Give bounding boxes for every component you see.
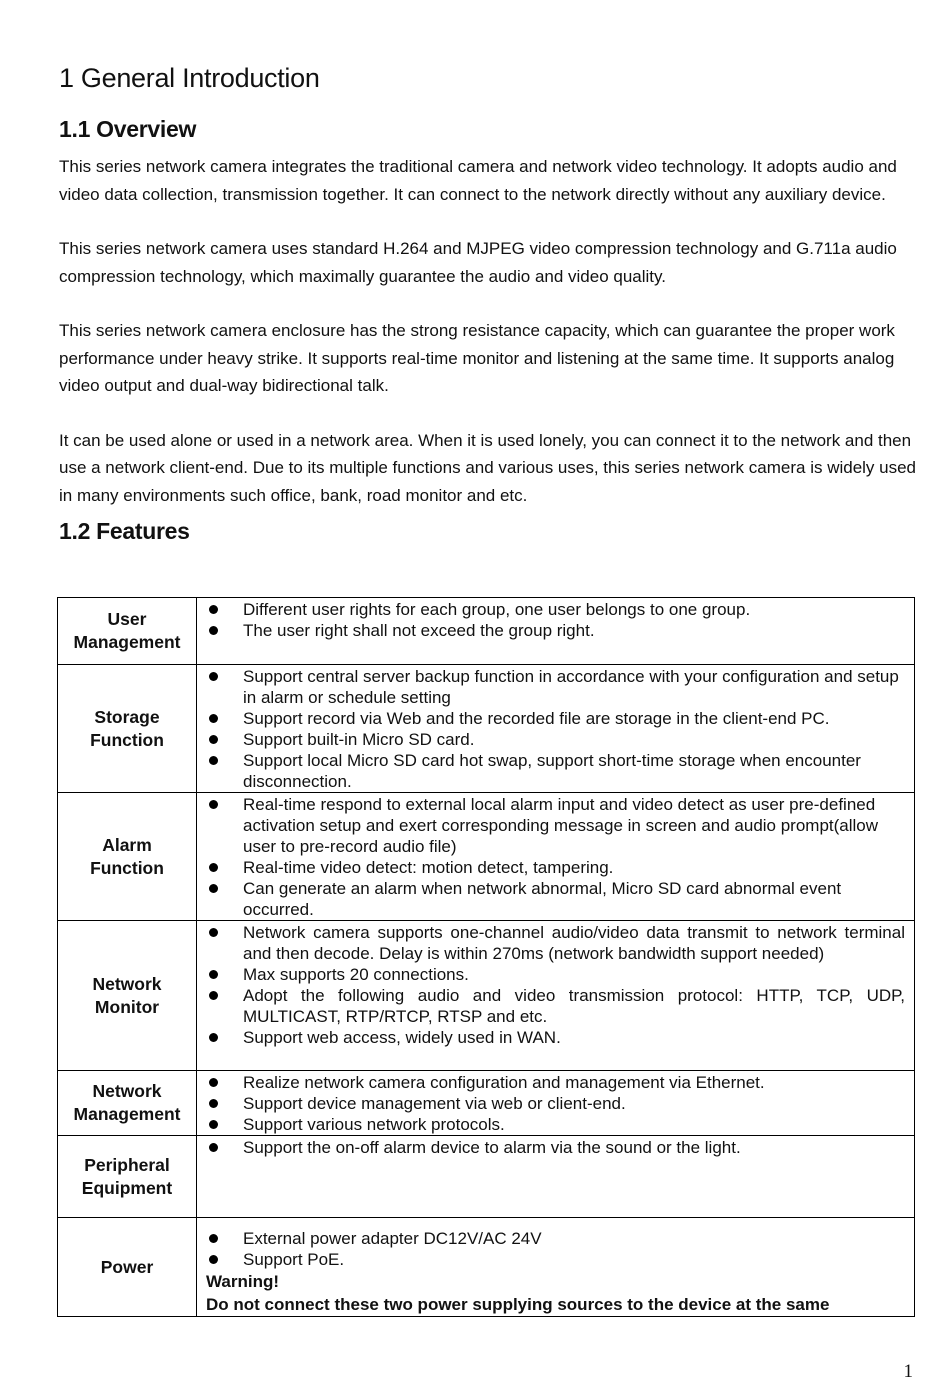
items-cell (197, 665, 915, 793)
category-label: User (107, 609, 147, 629)
list-item: Network camera supports one-channel audio/video data transmit to network terminal and then decode. Delay is within 270ms (network bandwidth support needed) (206, 922, 905, 964)
category-label: Storage (94, 706, 160, 727)
list-item: Support the on-off alarm device to alarm via the sound or the light. (206, 1137, 905, 1158)
warning-text: Do not connect these two power supplying sources to the device at the same (206, 1295, 830, 1314)
category-label: Power (100, 1256, 154, 1277)
list-item: Realize network camera configuration and management via Ethernet. (206, 1072, 905, 1093)
category-cell (58, 665, 197, 793)
list-item: The user right shall not exceed the group right. (206, 620, 905, 641)
items-cell (197, 1218, 915, 1317)
items-cell (197, 921, 915, 1071)
list-item: Adopt the following audio and video transmission protocol: HTTP, TCP, UDP, MULTICAST, RTP/RTCP, RTSP and etc. (206, 985, 905, 1027)
list-item: Support record via Web and the recorded file are storage in the client-end PC. (206, 708, 905, 729)
features-heading: 1.2 Features (59, 518, 190, 544)
category-cell (58, 793, 197, 921)
category-label: Function (90, 857, 164, 878)
category-cell (58, 598, 197, 665)
list-item: Support central server backup function in accordance with your configuration and setup in alarm or schedule setting (206, 666, 905, 708)
category-cell (58, 1136, 197, 1218)
list-item: External power adapter DC12V/AC 24V (206, 1228, 905, 1249)
list-item: Support device management via web or client-end. (206, 1093, 905, 1114)
chapter-title: 1 General Introduction (59, 63, 320, 93)
features-table (57, 597, 915, 1317)
items-cell (197, 598, 915, 665)
category-label: Equipment (81, 1177, 173, 1198)
page-number: 1 (903, 1361, 913, 1382)
category-label: Peripheral (84, 1154, 170, 1175)
table-row (58, 665, 915, 793)
table-row (58, 1136, 915, 1218)
list-item: Support local Micro SD card hot swap, support short-time storage when encounter disconnection. (206, 750, 905, 792)
list-item: Max supports 20 connections. (206, 964, 905, 985)
list-item: Real-time respond to external local alarm input and video detect as user pre-defined activation setup and exert corresponding message in screen and audio prompt(allow user to pre-record audio file) (206, 794, 905, 857)
list-item: Support PoE. (206, 1249, 905, 1270)
overview-paragraph: It can be used alone or used in a network area. When it is used lonely, you can connect it to the network and then use a network client-end. Due to its multiple functions and various uses, this series network camera is widely used in many environments such office, bank, road monitor and etc. (59, 430, 917, 505)
category-label: Alarm (102, 834, 152, 855)
items-cell (197, 1071, 915, 1136)
list-item: Support various network protocols. (206, 1114, 905, 1135)
category-cell (58, 1218, 197, 1317)
overview-paragraph: This series network camera enclosure has the strong resistance capacity, which can guarantee the proper work performance under heavy strike. It supports real-time monitor and listening at the same time. It supports analog video output and dual-way bidirectional talk. (59, 321, 895, 395)
category-cell (58, 921, 197, 1071)
items-cell (197, 793, 915, 921)
category-cell (58, 1071, 197, 1136)
list-item: Different user rights for each group, one user belongs to one group. (206, 599, 905, 620)
table-row (58, 1218, 915, 1317)
category-label: Network (92, 973, 162, 994)
table-row (58, 598, 915, 665)
items-cell (197, 1136, 915, 1218)
category-label: Network (92, 1081, 162, 1101)
warning-title: Warning! (206, 1272, 280, 1291)
list-item: Support built-in Micro SD card. (206, 729, 905, 750)
document-page (59, 58, 919, 555)
category-label: Function (90, 729, 164, 750)
list-item: Support web access, widely used in WAN. (206, 1027, 905, 1048)
table-row (58, 793, 915, 921)
list-item: Real-time video detect: motion detect, tampering. (206, 857, 905, 878)
table-row (58, 1071, 915, 1136)
overview-body (59, 153, 919, 509)
overview-paragraph: This series network camera uses standard H.264 and MJPEG video compression technology and G.711a audio compression technology, which maximally guarantee the audio and video quality. (59, 239, 897, 286)
category-label: Management (73, 632, 181, 652)
overview-paragraph: This series network camera integrates the traditional camera and network video technology. It adopts audio and video data collection, transmission together. It can connect to the network directly without any auxiliary device. (59, 157, 897, 204)
list-item: Can generate an alarm when network abnormal, Micro SD card abnormal event occurred. (206, 878, 905, 920)
category-label: Management (73, 1104, 181, 1124)
category-label: Monitor (94, 996, 160, 1017)
table-row (58, 921, 915, 1071)
overview-heading: 1.1 Overview (59, 116, 197, 142)
